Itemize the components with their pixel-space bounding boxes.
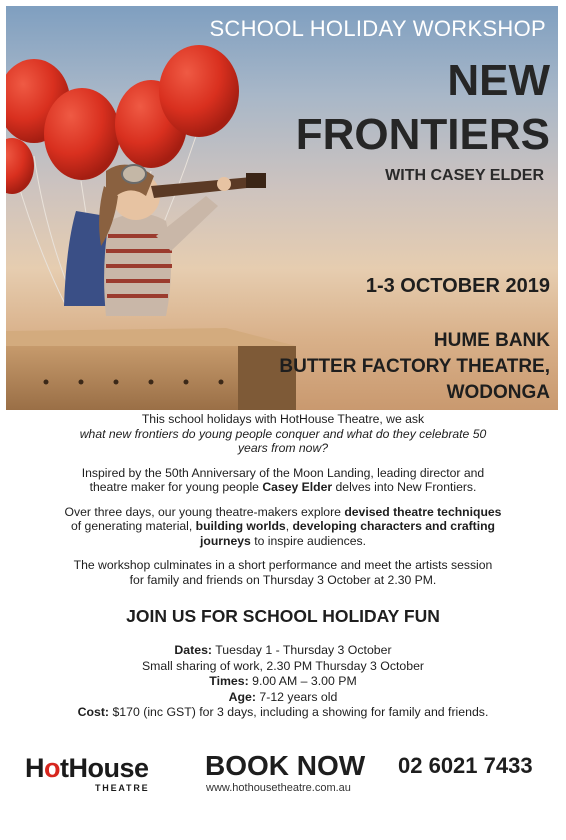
website-link[interactable]: www.hothousetheatre.com.au [206,782,351,794]
hero-banner [6,6,558,410]
three-days-text-3: to inspire audiences. [250,533,366,548]
sharing-row: Small sharing of work, 2.30 PM Thursday 3 October [141,658,425,673]
three-days-line-1 [0,505,566,520]
logo-letter-o: o [44,753,60,783]
cardboard-box [6,328,296,410]
inspired-text: theatre maker for young people [89,480,263,494]
hero-subtitle: SCHOOL HOLIDAY WORKSHOP [209,16,546,41]
culminates-line-1: The workshop culminates in a short performance and meet the artists session [73,558,493,572]
age-label: Age: [228,689,256,704]
times-row [0,674,566,690]
inspired-paragraph [0,466,566,495]
culminates-line-2: for family and friends on Thursday 3 October at 2.30 PM. [129,572,437,587]
three-days-paragraph [0,505,566,549]
hero-title-line1: NEW [447,56,550,105]
logo-subtitle: THEATRE [95,783,150,793]
logo-letter-h: H [25,753,44,783]
inspired-text-end: delves into New Frontiers. [332,480,477,494]
three-days-text: Over three days, our young theatre-makers explore [64,504,345,519]
times-value: 9.00 AM – 3.00 PM [248,674,357,688]
hero-venue-line2: BUTTER FACTORY THEATRE, [279,356,550,377]
three-days-bold-1: devised theatre techniques [344,504,502,519]
three-days-bold-2: building worlds [195,519,286,533]
cost-value: $170 (inc GST) for 3 days, including a showing for family and friends. [109,705,489,719]
hero-with-line: WITH CASEY ELDER [385,167,544,184]
hero-venue-line3: WODONGA [446,382,550,403]
age-value: 7-12 years old [255,689,338,704]
three-days-comma: , [285,519,293,533]
workshop-details [0,643,566,721]
phone-number[interactable]: 02 6021 7433 [398,753,533,778]
hothouse-logo[interactable] [25,755,149,793]
intro-line: This school holidays with HotHouse Theatre, we ask [141,412,425,426]
book-now-heading[interactable]: BOOK NOW [205,750,366,781]
cost-row [0,705,566,721]
logo-letters-rest: tHouse [60,753,149,783]
dates-label: Dates: [174,643,213,657]
logo-wordmark [25,755,149,782]
three-days-line-2 [0,519,566,534]
three-days-bold-4: journeys [200,533,251,548]
inspired-line-2 [0,480,566,495]
child-figure [64,165,266,316]
intro-question-line: what new frontiers do young people conquer and what do they celebrate 50 [79,426,487,441]
director-name: Casey Elder [262,480,333,494]
hero-venue-line1: HUME BANK [433,330,550,351]
three-days-text-2: of generating material, [71,519,196,533]
times-label: Times: [209,674,249,688]
age-row [0,690,566,706]
intro-paragraph [0,412,566,456]
three-days-line-3 [0,534,566,549]
hero-title-line2: FRONTIERS [295,110,550,159]
dates-value: Tuesday 1 - Thursday 3 October [212,643,392,657]
culminates-paragraph [0,558,566,587]
dates-row [0,643,566,659]
join-heading: JOIN US FOR SCHOOL HOLIDAY FUN [126,606,440,626]
cost-label: Cost: [77,705,110,719]
three-days-bold-3: developing characters and crafting [292,519,495,533]
body-text [0,412,566,597]
hero-dates: 1-3 OCTOBER 2019 [365,275,550,297]
inspired-line-1: Inspired by the 50th Anniversary of the Moon Landing, leading director and [81,465,485,480]
intro-question-line-2: years from now? [237,441,329,455]
